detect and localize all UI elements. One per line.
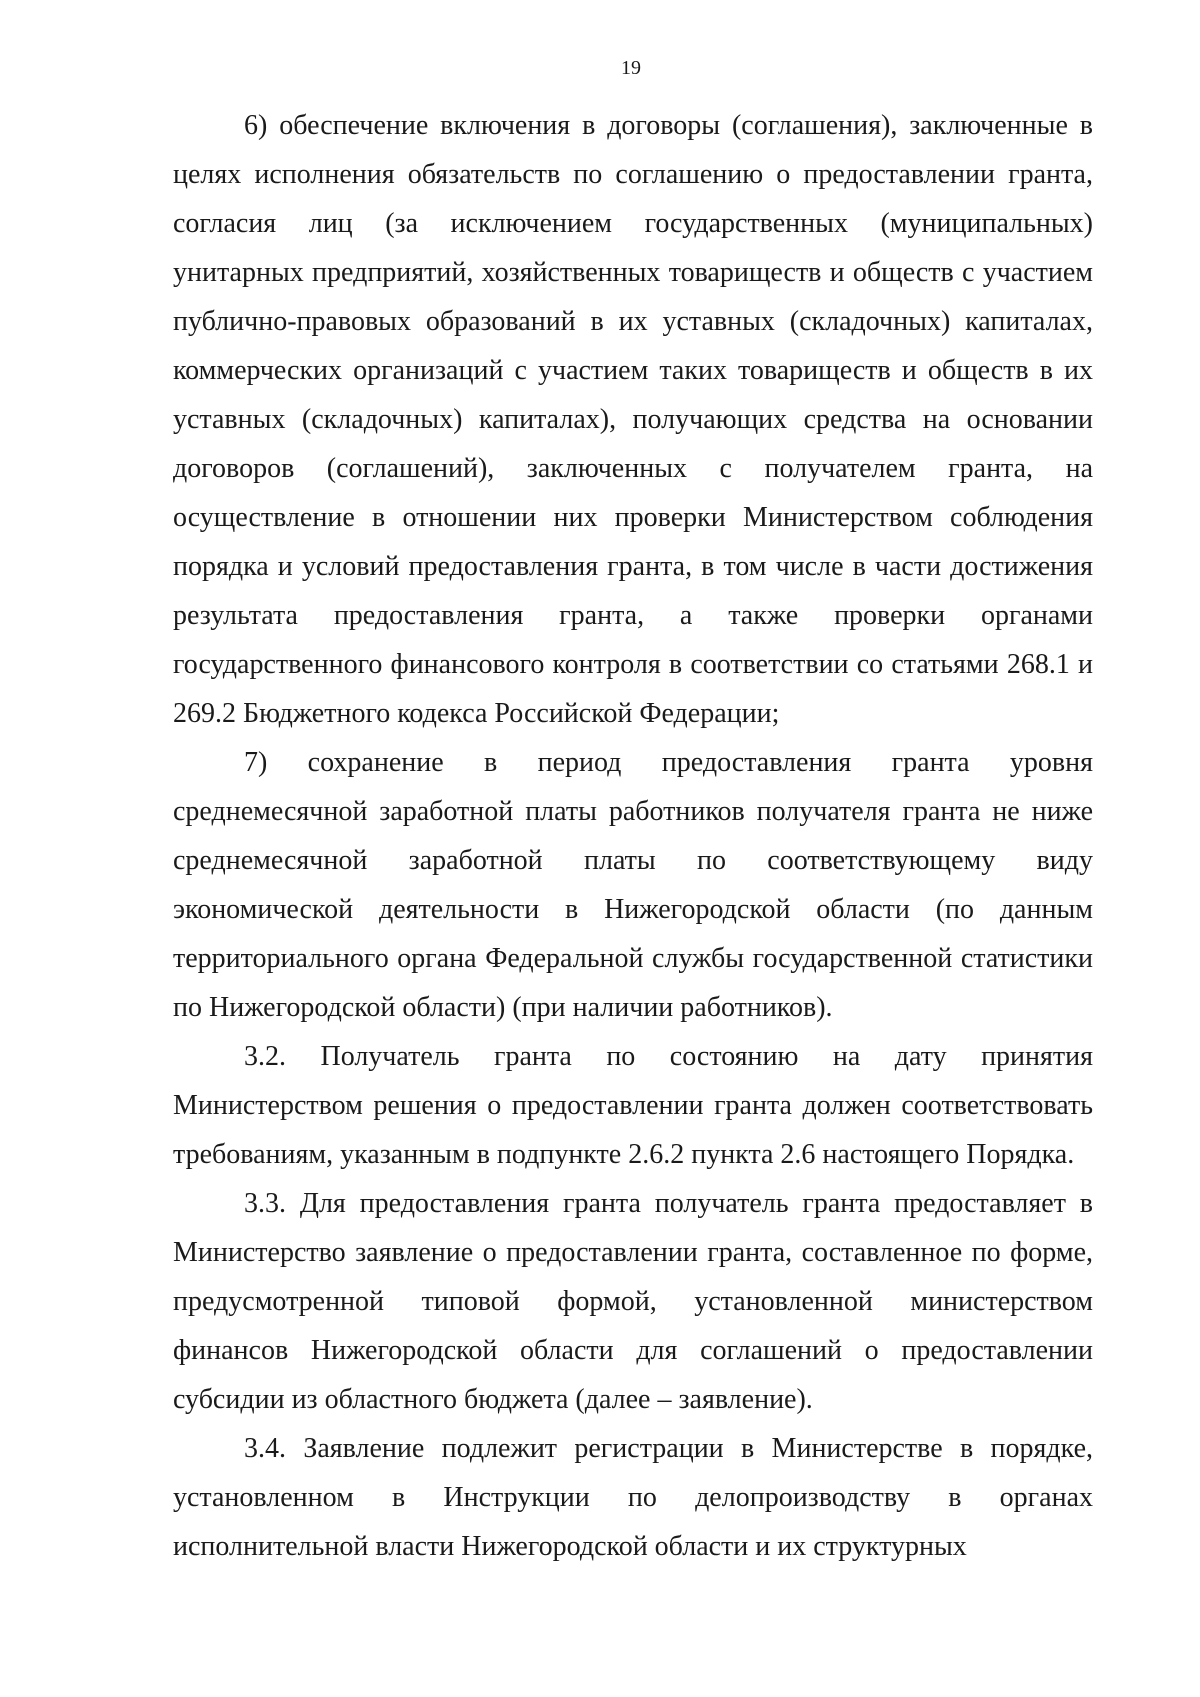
document-body <box>173 101 1093 1571</box>
paragraph-item-6: 6) обеспечение включения в договоры (соглашения), заключенные в целях исполнения обязательств по соглашению о предоставлении гранта, согласия лиц (за исключением государственных (муниципальных) унитарных предприятий, хозяйственных товариществ и обществ с участием публично-правовых образований в их уставных (складочных) капиталах, коммерческих организаций с участием таких товариществ и обществ в их уставных (складочных) капиталах), получающих средства на основании договоров (соглашений), заключенных с получателем гранта, на осуществление в отношении них проверки Министерством соблюдения порядка и условий предоставления гранта, в том числе в части достижения результата предоставления гранта, а также проверки органами государственного финансового контроля в соответствии со статьями 268.1 и 269.2 Бюджетного кодекса Российской Федерации; <box>173 110 1093 729</box>
paragraph-3-2: 3.2. Получатель гранта по состоянию на дату принятия Министерством решения о предоставлении гранта должен соответствовать требованиям, указанным в подпункте 2.6.2 пункта 2.6 настоящего Порядка. <box>173 1041 1093 1170</box>
paragraph-3-3: 3.3. Для предоставления гранта получатель гранта предоставляет в Министерство заявление о предоставлении гранта, составленное по форме, предусмотренной типовой формой, установленной министерством финансов Нижегородской области для соглашений о предоставлении субсидии из областного бюджета (далее – заявление). <box>173 1188 1093 1415</box>
page-number: 19 <box>621 57 641 79</box>
paragraph-3-4: 3.4. Заявление подлежит регистрации в Министерстве в порядке, установленном в Инструкции по делопроизводству в органах исполнительной власти Нижегородской области и их структурных <box>173 1433 1093 1562</box>
paragraph-item-7: 7) сохранение в период предоставления гранта уровня среднемесячной заработной платы работников получателя гранта не ниже среднемесячной заработной платы по соответствующему виду экономической деятельности в Нижегородской области (по данным территориального органа Федеральной службы государственной статистики по Нижегородской области) (при наличии работников). <box>173 747 1093 1023</box>
